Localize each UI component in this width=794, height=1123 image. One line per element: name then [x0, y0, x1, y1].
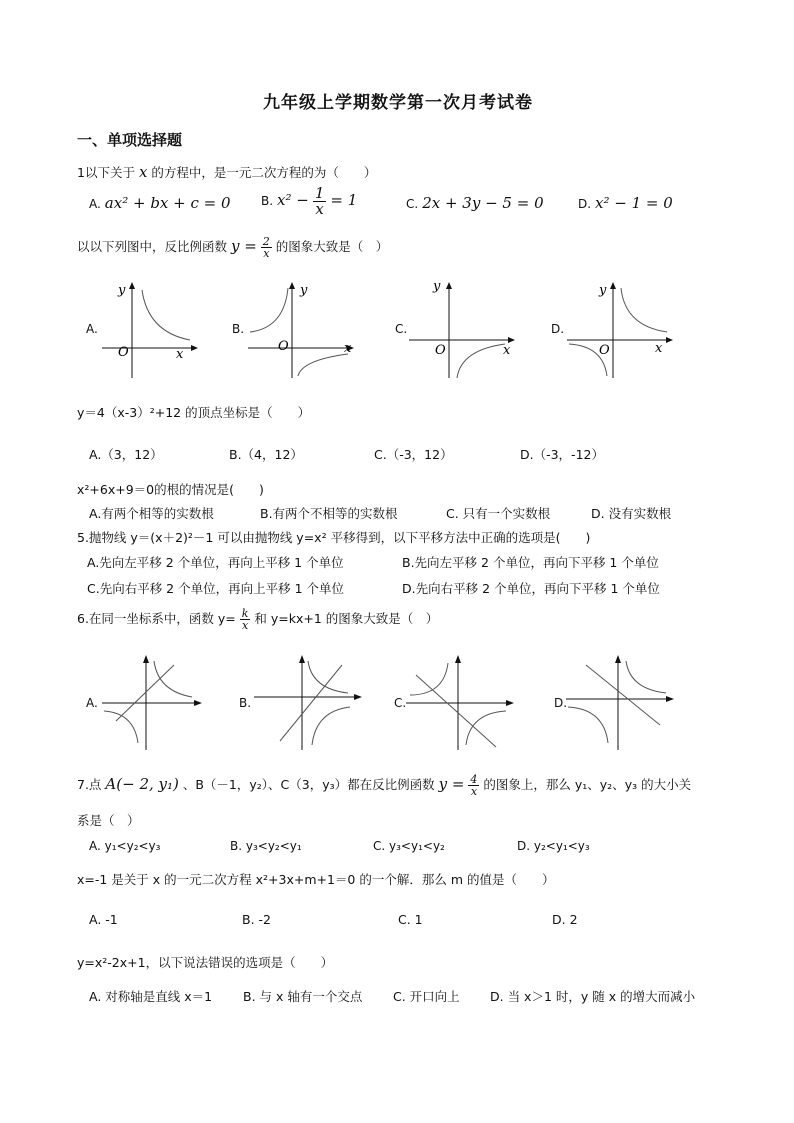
q4-option-c: C. 只有一个实数根: [446, 506, 551, 521]
q1-option-a: A. ax² + bx + c = 0: [89, 194, 231, 212]
q2-graph-c: [405, 280, 515, 380]
q7-option-d: D. y₂<y₁<y₃: [517, 839, 590, 853]
q4-option-a: A.有两个相等的实数根: [89, 506, 214, 521]
svg-text:O: O: [278, 339, 289, 354]
axis-y-label: y: [118, 283, 126, 298]
q1-option-b: B. x² − $\frac{1}{x}$ = 1: [261, 184, 358, 218]
q3-option-c: C.（-3，12）: [374, 447, 453, 462]
axis-x-label: x: [176, 347, 184, 362]
svg-text:x: x: [503, 343, 511, 358]
q6-graph-d-label: D.: [554, 696, 568, 710]
q2-graph-c-label: C.: [395, 322, 408, 336]
q6-graph-a: [102, 655, 202, 750]
svg-text:O: O: [435, 343, 446, 358]
question-6-stem: 6.在同一坐标系中，函数 y= $\frac{k}{x}$ 和 y=kx+1 的图象大致是（ ）: [77, 607, 439, 632]
q5-option-c: C.先向右平移 2 个单位，再向上平移 1 个单位: [87, 581, 345, 596]
q1-option-d: D. x² − 1 = 0: [578, 194, 673, 212]
q8-option-b: B. -2: [242, 912, 271, 927]
q9-option-d: D. 当 x＞1 时，y 随 x 的增大而减小: [490, 989, 696, 1004]
q3-option-b: B.（4，12）: [229, 447, 303, 462]
q2-graph-a-label: A.: [86, 322, 98, 336]
q7-option-b: B. y₃<y₂<y₁: [230, 839, 302, 853]
question-3-stem: y＝4（x-3）²+12 的顶点坐标是（ ）: [77, 405, 311, 420]
svg-text:x: x: [344, 341, 352, 356]
q2-graph-a: [98, 280, 198, 380]
q6-graph-c: [406, 655, 516, 750]
q6-graph-b-label: B.: [239, 696, 252, 710]
q9-option-c: C. 开口向上: [393, 989, 460, 1004]
q6-graph-a-label: A.: [86, 696, 98, 710]
q6-graph-d: [566, 655, 676, 750]
q8-option-d: D. 2: [552, 912, 578, 927]
q1-option-c: C. 2x + 3y − 5 = 0: [406, 194, 544, 212]
question-5-stem: 5.抛物线 y＝(x＋2)²－1 可以由抛物线 y=x² 平移得到，以下平移方法中正确的选项是( ): [77, 530, 591, 545]
q6-graph-b: [254, 655, 364, 750]
question-8-stem: x=-1 是关于 x 的一元二次方程 x²+3x+m+1＝0 的一个解．那么 m 的值是（ ）: [77, 872, 555, 887]
q5-option-b: B.先向左平移 2 个单位，再向下平移 1 个单位: [402, 555, 659, 570]
svg-text:x: x: [655, 341, 663, 356]
q9-option-b: B. 与 x 轴有一个交点: [243, 989, 363, 1004]
section-heading: 一、单项选择题: [77, 131, 183, 149]
q7-option-c: C. y₃<y₁<y₂: [373, 839, 445, 853]
question-4-stem: x²+6x+9＝0的根的情况是( ): [77, 482, 264, 497]
q3-option-a: A.（3，12）: [89, 447, 163, 462]
q4-option-b: B.有两个不相等的实数根: [260, 506, 398, 521]
svg-text:y: y: [433, 279, 441, 294]
q5-option-d: D.先向右平移 2 个单位，再向下平移 1 个单位: [402, 581, 660, 596]
svg-text:O: O: [599, 343, 610, 358]
q8-option-c: C. 1: [398, 912, 423, 927]
q2-graph-b: [244, 280, 354, 380]
page-title: 九年级上学期数学第一次月考试卷: [263, 93, 533, 113]
q5-option-a: A.先向左平移 2 个单位，再向上平移 1 个单位: [87, 555, 344, 570]
q2-graph-b-label: B.: [232, 322, 245, 336]
question-2-stem: 以以下列图中，反比例函数 y = $\frac{2}{x}$ 的图象大致是（ ）: [77, 235, 389, 260]
question-7-stem: 7.点 A(− 2, y₁) 、B（－1，y₂）、C（3，y₃）都在反比例函数 y = $\frac{4}{x}$ 的图象上，那么 y₁、y₂、y₃ 的大小关: [77, 773, 692, 798]
q7-point-a: A(− 2, y₁): [105, 775, 179, 793]
q6-graph-c-label: C.: [394, 696, 407, 710]
svg-text:y: y: [300, 283, 308, 298]
q7-option-a: A. y₁<y₂<y₃: [89, 839, 161, 853]
q9-option-a: A. 对称轴是直线 x＝1: [89, 989, 213, 1004]
q3-option-d: D.（-3，-12）: [520, 447, 604, 462]
q2-graph-d-label: D.: [551, 322, 565, 336]
q8-option-a: A. -1: [89, 912, 118, 927]
question-1-stem: 1以下关于 x 的方程中，是一元二次方程的为（ ）: [77, 163, 377, 181]
q2-graph-d: [563, 280, 673, 380]
question-9-stem: y=x²-2x+1，以下说法错误的选项是（ ）: [77, 955, 334, 970]
q4-option-d: D. 没有实数根: [591, 506, 672, 521]
question-7-stem-cont: 系是（ ）: [77, 813, 140, 828]
origin-label: O: [118, 345, 129, 360]
svg-text:y: y: [599, 283, 607, 298]
